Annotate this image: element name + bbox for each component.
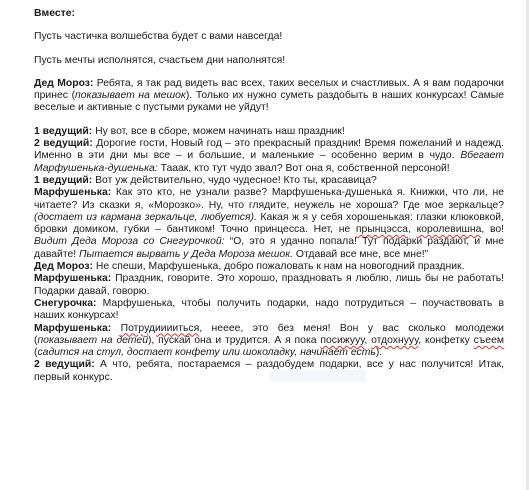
- text: ). Только их нужно суметь раздобыть в наших конкурсах! Самые веселые и активные с пустыми руками не уйдут!: [34, 90, 504, 114]
- paragraph: [34, 359, 504, 384]
- paragraph: [34, 31, 504, 43]
- paragraph: [34, 78, 504, 115]
- text: ,: [407, 224, 417, 236]
- misspelled-word[interactable]: прынцэсса: [355, 224, 408, 236]
- text: Ребята, я так рад видеть вас всех, таких веселых и счастливых. А я вам подарочки принес (: [34, 77, 504, 102]
- text: (: [34, 347, 38, 359]
- paragraph: [34, 138, 504, 175]
- text: Тааак, кто тут чудо звал? Вот она я, собственной персоной!: [157, 162, 450, 174]
- paragraph: [34, 273, 504, 298]
- text: А что, ребята, постараемся – раздобудем подарки, все у нас получится! Итак, первый конкурс.: [34, 359, 505, 383]
- misspelled-word[interactable]: отдохнууу: [371, 334, 419, 346]
- paragraph: [34, 261, 504, 273]
- misspelled-word[interactable]: Потрудииииться: [120, 322, 200, 334]
- paragraph: [34, 187, 504, 261]
- text: Пусть частичка волшебства будет с вами навсегда!: [34, 31, 283, 43]
- paragraph: [34, 126, 504, 138]
- text: Праздник, говорите. Это хорошо, праздновать я люблю, лишь бы не работать! Подарки давай, говорю.: [34, 273, 504, 297]
- speaker: Дед Мороз:: [34, 261, 93, 273]
- speaker: Дед Мороз:: [34, 77, 94, 89]
- stage-direction: садится на стул, достает конфету или шоколадку, начинает есть: [37, 347, 376, 359]
- faded-overlay: [270, 370, 366, 382]
- paragraph: [34, 298, 504, 323]
- speaker: Марфушенька:: [34, 273, 112, 285]
- paragraph: [34, 175, 504, 187]
- text: Дорогие гости, Новый год – это прекрасный праздник! Время пожеланий и надежд. Именно в эти дни мы все – и большие, и маленькие – особенно верим в чудо.: [34, 138, 505, 162]
- text: Как это кто, не узнали разве? Марфушенька-душенька я. Книжки, что ли, не читаете? Из сказки я, «Морозко». Ну, что глядите, неужель не хороша? Где мое зеркальце?: [34, 187, 504, 211]
- speaker: Снегурочка:: [34, 297, 97, 309]
- text: Какая ж я у себя хорошенькая: глазки клюковкой, бровки домиком, губки – бантиком! Точно принцесса. Нет, не: [34, 211, 504, 236]
- misspelled-word[interactable]: съеем: [473, 334, 504, 346]
- stage-direction: показывает на мешок: [75, 90, 186, 102]
- speaker: 1 ведущий:: [34, 125, 93, 137]
- text: “О, это я удачно попала! Тут подарки раздают, и мне давайте!: [34, 236, 504, 260]
- document-page: [34, 8, 504, 384]
- stage-direction: показывает на детей: [37, 334, 148, 346]
- speaker: Марфушенька:: [34, 322, 112, 334]
- speaker: 1 ведущий:: [34, 174, 93, 186]
- speaker: 2 ведущий:: [34, 138, 93, 150]
- text: ).: [375, 347, 383, 359]
- text: Не спеши, Марфушенька, добро пожаловать к нам на новогодний праздник.: [92, 261, 465, 273]
- stage-direction: (достает из кармана зеркальце, любуется).: [34, 211, 257, 223]
- stage-direction: Пытается вырвать у Деда Мороза мешок.: [79, 248, 294, 260]
- text: Ну вот, все в сборе, можем начинать наш праздник!: [92, 125, 345, 137]
- heading: Вместе:: [34, 8, 75, 19]
- text: , нееее, это без меня! Вон у вас сколько молодежи (: [34, 322, 504, 346]
- speaker: Марфушенька:: [34, 187, 112, 199]
- stage-direction: Видит Деда Мороза со Снегурочкой:: [34, 236, 225, 248]
- stage-direction: Вбегает Марфушенька-душенька:: [34, 150, 505, 174]
- speaker: 2 ведущий:: [34, 359, 95, 371]
- text: ), пускай она и трудится. А я пока: [147, 334, 321, 346]
- text: Вот уж действительно, чудо чудесное! Кто ты, красавица?: [92, 174, 377, 186]
- misspelled-word[interactable]: королевишна: [416, 224, 482, 236]
- misspelled-word[interactable]: посижууу: [320, 334, 365, 346]
- text: [111, 323, 120, 334]
- paragraph: [34, 323, 504, 360]
- text: , конфетку: [418, 334, 474, 346]
- text: , во!: [481, 224, 505, 236]
- text: Отдавай все мне, все мне!”: [293, 248, 429, 260]
- paragraph: [34, 55, 504, 67]
- text: Марфушенька, чтобы получить подарки, надо потрудиться – поучаствовать в наших конкурсах!: [34, 297, 504, 322]
- text: Пусть мечты исполнятся, счастьем дни наполнятся!: [34, 54, 286, 66]
- text: ,: [364, 334, 372, 346]
